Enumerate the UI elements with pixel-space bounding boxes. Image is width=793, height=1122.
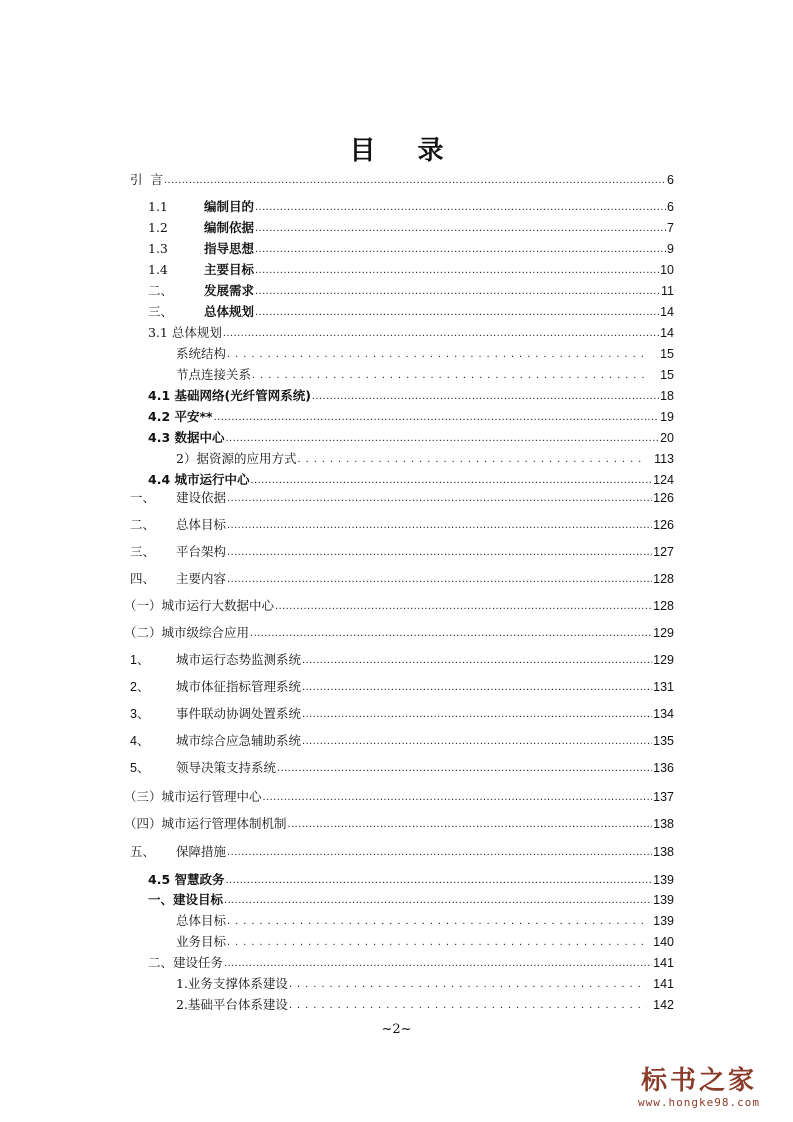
toc-entry[interactable] [130, 731, 674, 751]
toc-page-number: 6 [667, 200, 674, 214]
toc-page-number: 137 [653, 790, 674, 804]
toc-entry[interactable] [176, 911, 674, 931]
toc-entry[interactable] [176, 449, 674, 469]
toc-entry-number: 五、 [130, 844, 156, 859]
toc-entry[interactable] [148, 323, 674, 343]
toc-entry[interactable] [130, 569, 674, 589]
toc-leader-dots [164, 170, 666, 190]
toc-entry-number: 二、 [130, 517, 156, 532]
toc-entry[interactable] [148, 386, 674, 406]
toc-entry-label: 领导决策支持系统 [176, 760, 277, 775]
toc-page-number: 131 [653, 680, 674, 694]
toc-entry[interactable] [124, 623, 674, 643]
toc-leader-dots [289, 974, 647, 994]
toc-entry-number: 1.1 [148, 199, 168, 214]
toc-page-number: 134 [653, 707, 674, 721]
toc-entry-label: 城市综合应急辅助系统 [176, 733, 302, 748]
toc-page-number: 139 [653, 914, 674, 928]
toc-entry-number: 三、 [130, 544, 156, 559]
toc-leader-dots [297, 449, 643, 469]
toc-leader-dots [214, 407, 660, 427]
toc-entry-label: 保障措施 [176, 844, 227, 859]
toc-entry[interactable] [124, 787, 674, 807]
toc-leader-dots [250, 623, 652, 643]
toc-entry-label: （三）城市运行管理中心 [124, 789, 262, 804]
toc-leader-dots [226, 428, 660, 448]
toc-page-number: 139 [653, 893, 674, 907]
toc-page-number: 18 [660, 389, 674, 403]
toc-entry[interactable] [148, 470, 674, 490]
toc-entry-label: 2）据资源的应用方式 [176, 451, 297, 466]
toc-page-number: 128 [653, 599, 674, 613]
toc-entry-label: 建设依据 [176, 490, 227, 505]
toc-entry-number: 二、 [148, 283, 174, 298]
toc-leader-dots [227, 515, 652, 535]
toc-leader-dots [255, 260, 659, 280]
toc-entry-label: 4.1 基础网络(光纤管网系统) [148, 388, 311, 403]
toc-entry-label: 事件联动协调处置系统 [176, 706, 302, 721]
toc-entry-label: 城市运行态势监测系统 [176, 652, 302, 667]
toc-entry[interactable] [130, 650, 674, 670]
toc-entry-number: 1.3 [148, 241, 168, 256]
toc-entry-label: 节点连接关系 [176, 367, 252, 382]
toc-entry-label: 主要目标 [204, 262, 255, 277]
toc-entry-label: 业务目标 [176, 934, 227, 949]
title-char-2: 录 [417, 136, 444, 166]
toc-page-number: 113 [654, 452, 674, 466]
toc-page-number: 135 [653, 734, 674, 748]
toc-page-number: 20 [660, 431, 674, 445]
toc-entry[interactable] [130, 488, 674, 508]
toc-entry-number: 3、 [130, 707, 150, 721]
toc-entry[interactable] [130, 758, 674, 778]
toc-entry-label: 平台架构 [176, 544, 227, 559]
toc-entry[interactable] [130, 842, 674, 862]
toc-entry-number: 三、 [148, 304, 174, 319]
toc-page-number: 10 [660, 263, 674, 277]
toc-leader-dots [302, 731, 652, 751]
toc-entry-label: 总体目标 [176, 913, 227, 928]
toc-leader-dots [275, 596, 652, 616]
toc-entry[interactable] [176, 344, 674, 364]
toc-entry[interactable] [176, 974, 674, 994]
toc-page-number: 139 [653, 873, 674, 887]
toc-entry[interactable] [148, 428, 674, 448]
toc-entry-label: 指导思想 [204, 241, 255, 256]
toc-entry[interactable] [176, 932, 674, 952]
toc-page-number: 11 [661, 284, 674, 298]
toc-leader-dots [227, 569, 652, 589]
toc-page-number: 138 [653, 845, 674, 859]
toc-entry[interactable] [148, 407, 674, 427]
toc-page-number: 7 [667, 221, 674, 235]
toc-page-number: 141 [653, 977, 674, 991]
toc-leader-dots [227, 488, 652, 508]
toc-leader-dots [227, 542, 652, 562]
page-number-footer: ~2~ [381, 1022, 412, 1037]
toc-page-number: 19 [660, 410, 674, 424]
toc-leader-dots [302, 650, 652, 670]
toc-entry-label: 主要内容 [176, 571, 227, 586]
toc-leader-dots [223, 323, 659, 343]
toc-entry-label: 城市体征指标管理系统 [176, 679, 302, 694]
toc-page-number: 9 [667, 242, 674, 256]
toc-leader-dots [255, 197, 666, 217]
toc-page-number: 128 [653, 572, 674, 586]
toc-page-number: 141 [653, 956, 674, 970]
toc-entry-number: 引 言 [130, 172, 163, 187]
toc-leader-dots [302, 677, 652, 697]
toc-entry-label: 总体规划 [204, 304, 255, 319]
toc-entry-label: 4.5 智慧政务 [148, 872, 225, 887]
toc-entry-number: 一、 [130, 490, 156, 505]
toc-page-number: 14 [660, 326, 674, 340]
toc-entry[interactable] [130, 704, 674, 724]
toc-entry-number: 1.2 [148, 220, 168, 235]
toc-entry-label: （二）城市级综合应用 [124, 625, 250, 640]
toc-page-number: 124 [653, 473, 674, 487]
toc-entry-label: 总体目标 [176, 517, 227, 532]
toc-leader-dots [277, 758, 652, 778]
toc-leader-dots [227, 932, 647, 952]
toc-entry-label: 发展需求 [204, 283, 255, 298]
watermark-name: 标书之家 [640, 1066, 757, 1096]
toc-entry-label: （一）城市运行大数据中心 [124, 598, 275, 613]
toc-page-number: 127 [653, 545, 674, 559]
toc-leader-dots [302, 704, 652, 724]
toc-entry-label: 3.1 总体规划 [148, 325, 222, 340]
toc-entry[interactable] [148, 218, 674, 238]
toc-entry-label: 4.3 数据中心 [148, 430, 225, 445]
toc-leader-dots [224, 953, 652, 973]
toc-entry-label: 一、建设目标 [148, 892, 224, 907]
toc-page-number: 15 [660, 347, 674, 361]
toc-entry-number: 5、 [130, 761, 150, 775]
toc-entry[interactable] [148, 302, 674, 322]
toc-leader-dots [224, 890, 652, 910]
toc-page-number: 126 [653, 518, 674, 532]
toc-entry[interactable] [148, 281, 674, 301]
toc-entry[interactable] [148, 890, 674, 910]
toc-entry-number: 1.4 [148, 262, 168, 277]
toc-entry[interactable] [148, 239, 674, 259]
toc-leader-dots [226, 870, 653, 890]
toc-entry-label: 4.4 城市运行中心 [148, 472, 250, 487]
toc-entry[interactable] [176, 995, 674, 1015]
toc-entry[interactable] [148, 260, 674, 280]
toc-page-number: 138 [653, 817, 674, 831]
toc-leader-dots [251, 470, 653, 490]
toc-page-number: 140 [653, 935, 674, 949]
toc-page-number: 6 [667, 173, 674, 187]
toc-page-number: 136 [653, 761, 674, 775]
toc-entry-label: （四）城市运行管理体制机制 [124, 816, 287, 831]
toc-entry-label: 编制目的 [204, 199, 255, 214]
toc-page-number: 15 [660, 368, 674, 382]
toc-entry-number: 四、 [130, 571, 156, 586]
toc-entry[interactable] [124, 814, 674, 834]
toc-page-number: 14 [660, 305, 674, 319]
toc-leader-dots [255, 218, 666, 238]
toc-leader-dots [289, 995, 647, 1015]
toc-entry-label: 1.业务支撑体系建设 [176, 976, 288, 991]
toc-entry-number: 2、 [130, 680, 150, 694]
toc-entry-label: 4.2 平安** [148, 409, 213, 424]
toc-leader-dots [312, 386, 659, 406]
toc-entry[interactable] [148, 197, 674, 217]
toc-leader-dots [252, 365, 647, 385]
toc-entry-label: 二、建设任务 [148, 955, 224, 970]
toc-leader-dots [288, 814, 653, 834]
toc-page-number: 142 [653, 998, 674, 1012]
title-char-1: 目 [349, 136, 376, 166]
toc-leader-dots [255, 302, 659, 322]
toc-entry[interactable] [130, 515, 674, 535]
toc-entry[interactable] [148, 870, 674, 890]
toc-entry[interactable] [130, 542, 674, 562]
toc-entry-label: 系统结构 [176, 346, 227, 361]
toc-leader-dots [227, 344, 647, 364]
toc-entry[interactable] [176, 365, 674, 385]
toc-entry-label: 2.基础平台体系建设 [176, 997, 288, 1012]
toc-entry[interactable] [130, 677, 674, 697]
toc-entry-number: 1、 [130, 653, 150, 667]
toc-leader-dots [255, 281, 660, 301]
toc-leader-dots [255, 239, 666, 259]
toc-page-number: 129 [653, 653, 674, 667]
watermark-url: www.hongke98.com [638, 1096, 760, 1109]
toc-entry-number: 4、 [130, 734, 150, 748]
toc-entry-intro[interactable] [130, 170, 674, 190]
toc-page-number: 129 [653, 626, 674, 640]
watermark-logo [619, 1066, 779, 1110]
toc-leader-dots [263, 787, 653, 807]
toc-entry-label: 编制依据 [204, 220, 255, 235]
toc-leader-dots [227, 911, 647, 931]
toc-entry[interactable] [124, 596, 674, 616]
toc-leader-dots [227, 842, 652, 862]
toc-page-number: 126 [653, 491, 674, 505]
toc-entry[interactable] [148, 953, 674, 973]
